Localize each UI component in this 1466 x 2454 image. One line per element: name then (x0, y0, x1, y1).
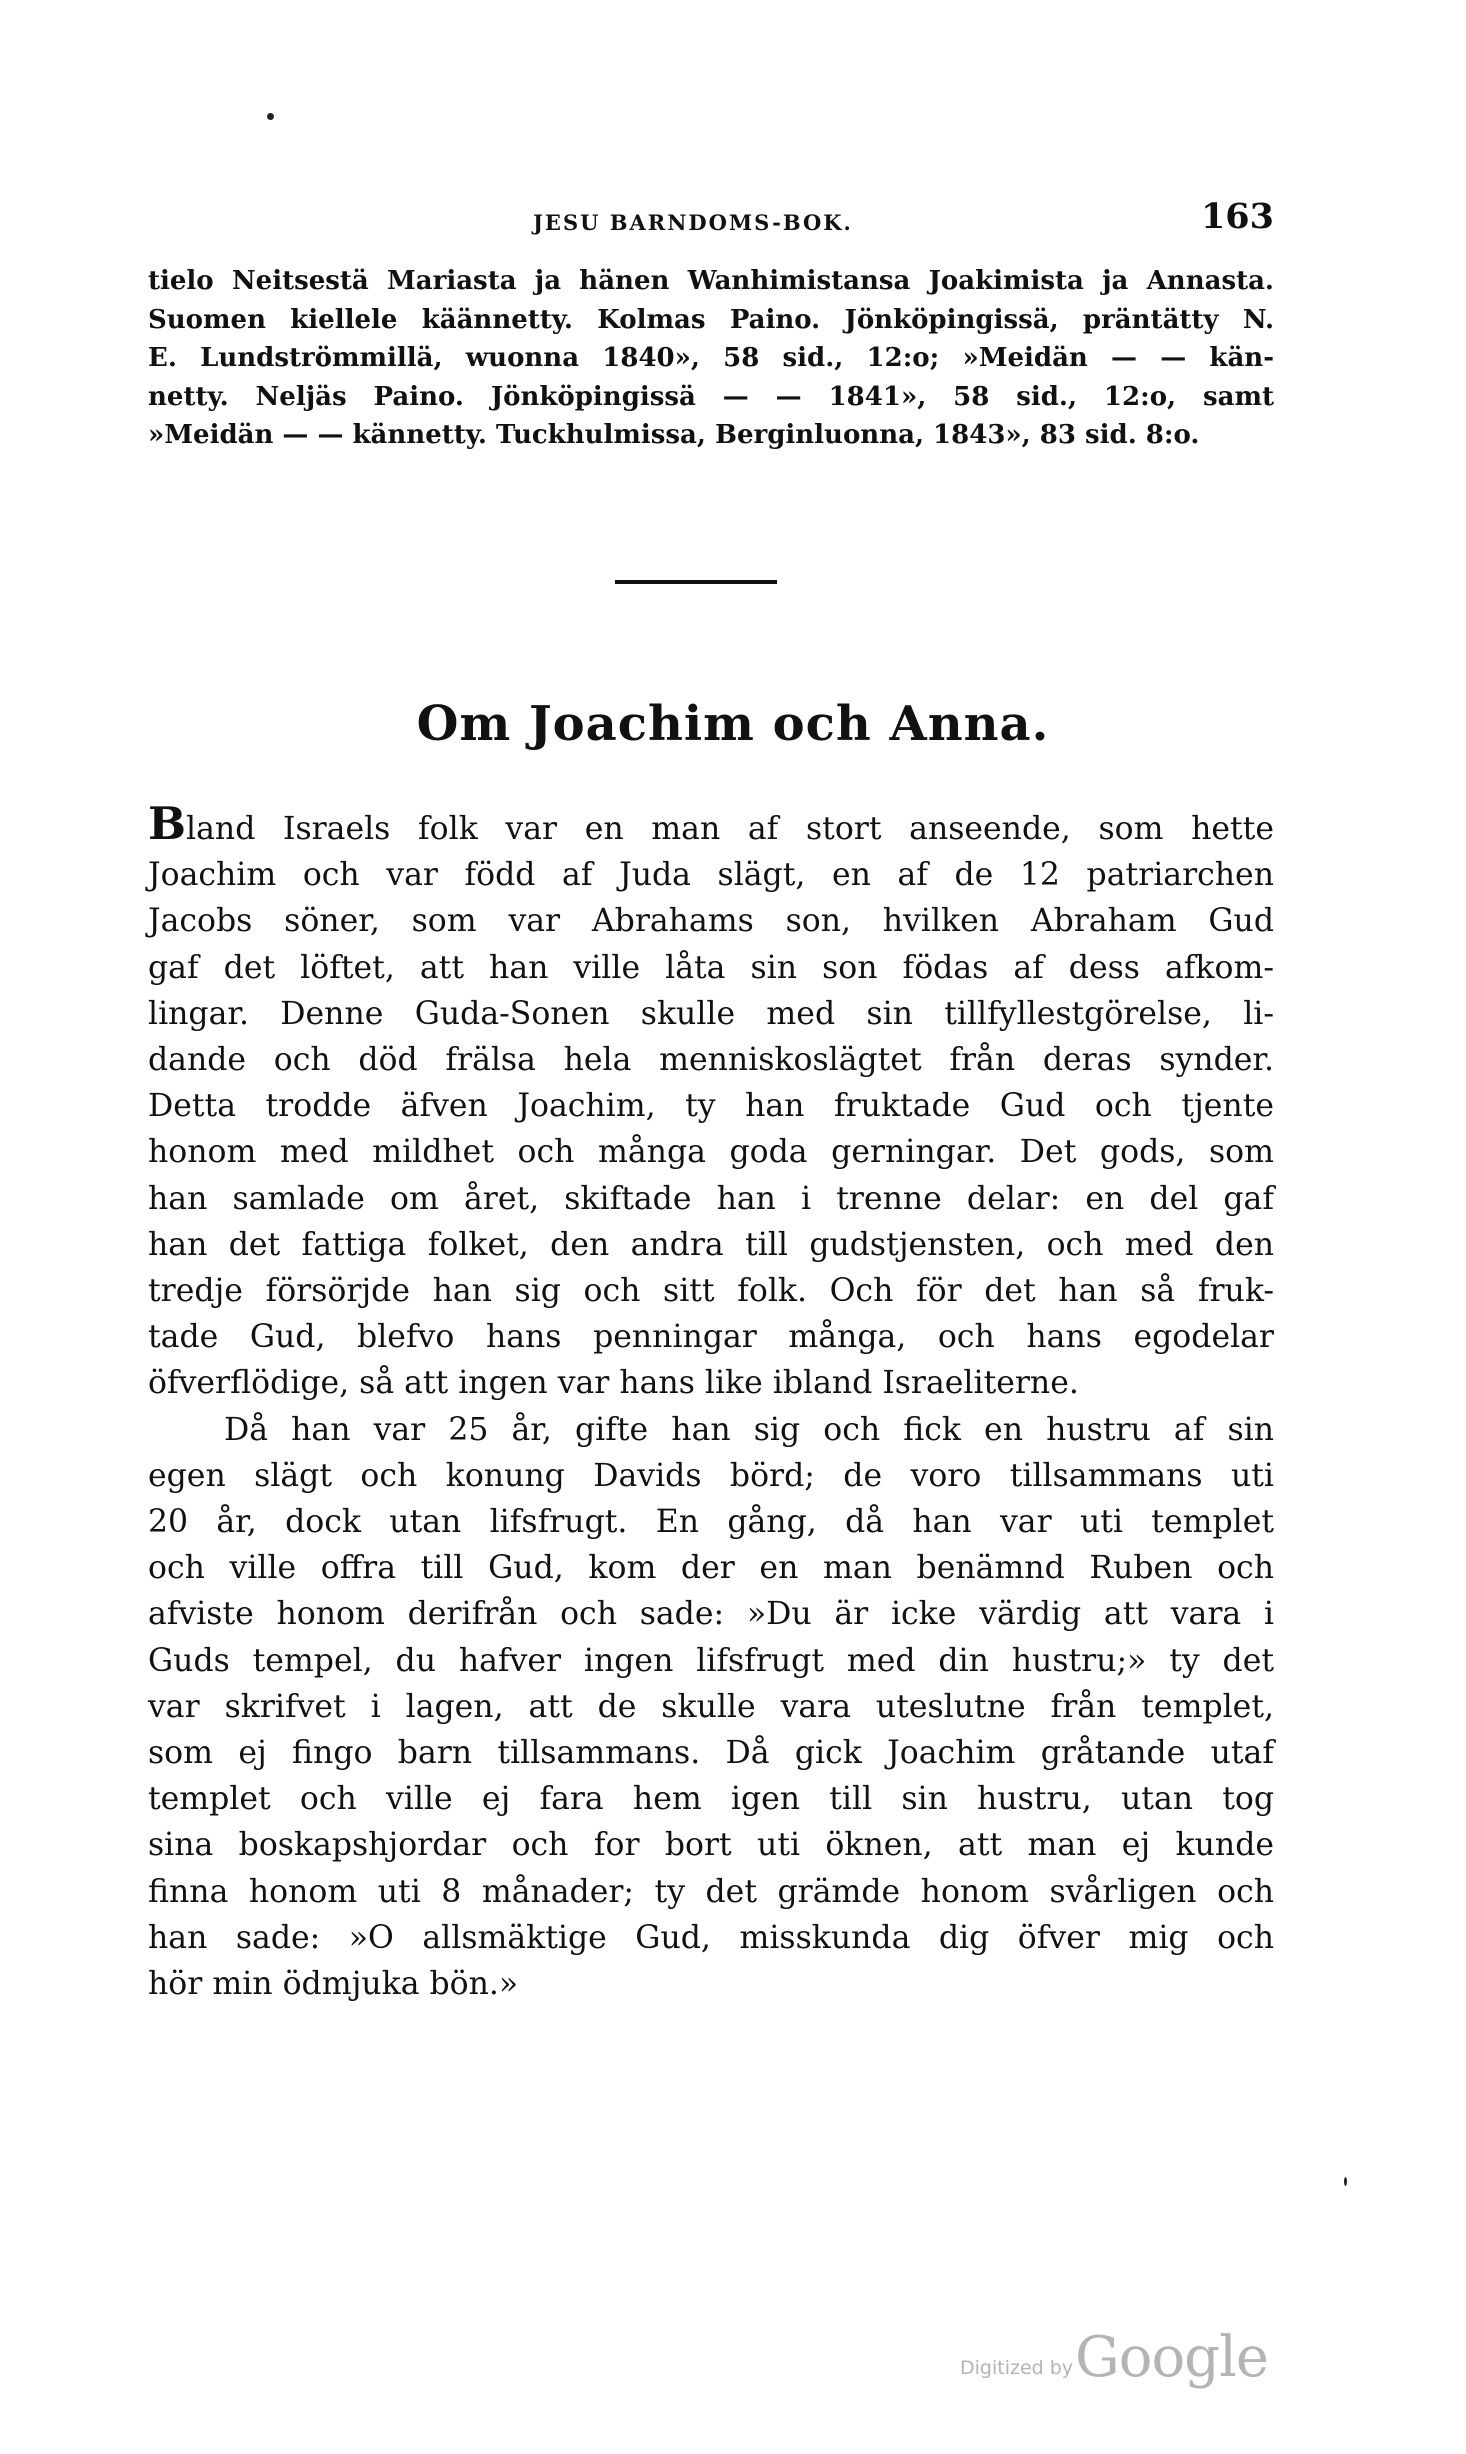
footnote-line: »Meidän — — kännetty. Tuckhulmissa, Berginluonna, 1843», 83 sid. 8:o. (148, 420, 1200, 450)
footnote (148, 262, 1274, 455)
body-line: och ville offra till Gud, kom der en man benämnd Ruben och (148, 1550, 1274, 1587)
page-header (148, 196, 1274, 246)
body-line: han samlade om året, skiftade han i trenne delar: en del gaf (148, 1180, 1274, 1217)
footnote-line: netty. Neljäs Paino. Jönköpingissä — — 1841», 58 sid., 12:o, samt (148, 381, 1274, 412)
watermark-prefix: Digitized by (960, 2357, 1074, 2379)
footnote-line: tielo Neitsestä Mariasta ja hänen Wanhimistansa Joakimista ja Annasta. (148, 266, 1274, 296)
body-line: lingar. Denne Guda-Sonen skulle med sin tillfyllestgörelse, li- (148, 995, 1274, 1032)
footnote-line: Suomen kiellele käännetty. Kolmas Paino. Jönköpingissä, präntätty N. (148, 304, 1274, 335)
body-line: honom med mildhet och många goda gerningar. Det gods, som (148, 1134, 1274, 1171)
body-line: tredje försörjde han sig och sitt folk. Och för det han så fruk- (148, 1273, 1274, 1310)
body-line: Guds tempel, du hafver ingen lifsfrugt med din hustru;» ty det (148, 1642, 1274, 1679)
ink-speck (1344, 2177, 1347, 2186)
digitized-by-google-watermark (960, 2325, 1269, 2395)
body-line: hör min ödmjuka bön.» (148, 1966, 519, 2003)
body-line: templet och ville ej fara hem igen till sin hustru, utan tog (148, 1781, 1274, 1818)
body-line: öfverflödige, så att ingen var hans like ibland Israeliterne. (148, 1365, 1079, 1402)
running-title: JESU BARNDOMS-BOK. (533, 210, 853, 235)
drop-cap: B (148, 797, 187, 850)
body-line: sina boskapshjordar och for bort uti öknen, att man ej kunde (148, 1827, 1274, 1864)
chapter-heading: Om Joachim och Anna. (416, 696, 1050, 752)
body-line: finna honom uti 8 månader; ty det grämde honom svårligen och (148, 1873, 1274, 1910)
body-line: som ej fingo barn tillsammans. Då gick Joachim gråtande utaf (148, 1735, 1274, 1772)
body-line (148, 797, 1274, 852)
body-line: Detta trodde äfven Joachim, ty han fruktade Gud och tjente (148, 1088, 1274, 1125)
footnote-line: E. Lundströmmillä, wuonna 1840», 58 sid., 12:o; »Meidän — — kän- (148, 343, 1274, 373)
page-number: 163 (1200, 196, 1274, 237)
body-line: 20 år, dock utan lifsfrugt. En gång, då han var uti templet (148, 1504, 1274, 1541)
body-line: var skrifvet i lagen, att de skulle vara uteslutne från templet, (148, 1688, 1274, 1725)
body-line: Jacobs söner, som var Abrahams son, hvilken Abraham Gud (148, 903, 1274, 940)
body-line: Då han var 25 år, gifte han sig och fick en hustru af sin (224, 1411, 1274, 1448)
body-line: tade Gud, blefvo hans penningar många, och hans egodelar (148, 1319, 1274, 1356)
body-line: gaf det löftet, att han ville låta sin son födas af dess afkom- (148, 949, 1274, 986)
google-logo: Google (1075, 2325, 1269, 2390)
body-line: afviste honom derifrån och sade: »Du är icke värdig att vara i (148, 1596, 1274, 1633)
body-line: Joachim och var född af Juda slägt, en af de 12 patriarchen (148, 857, 1274, 894)
body-line: dande och död frälsa hela menniskoslägtet från deras synder. (148, 1042, 1274, 1079)
body-line: egen slägt och konung Davids börd; de voro tillsammans uti (148, 1457, 1274, 1494)
body-line: han sade: »O allsmäktige Gud, misskunda dig öfver mig och (148, 1919, 1274, 1956)
body-text (148, 797, 1274, 2007)
ink-speck (267, 113, 274, 120)
body-line: han det fattiga folket, den andra till gudstjensten, och med den (148, 1226, 1274, 1263)
section-divider (615, 580, 777, 584)
first-line-text: land Israels folk var en man af stort anseende, som hette (186, 811, 1274, 847)
